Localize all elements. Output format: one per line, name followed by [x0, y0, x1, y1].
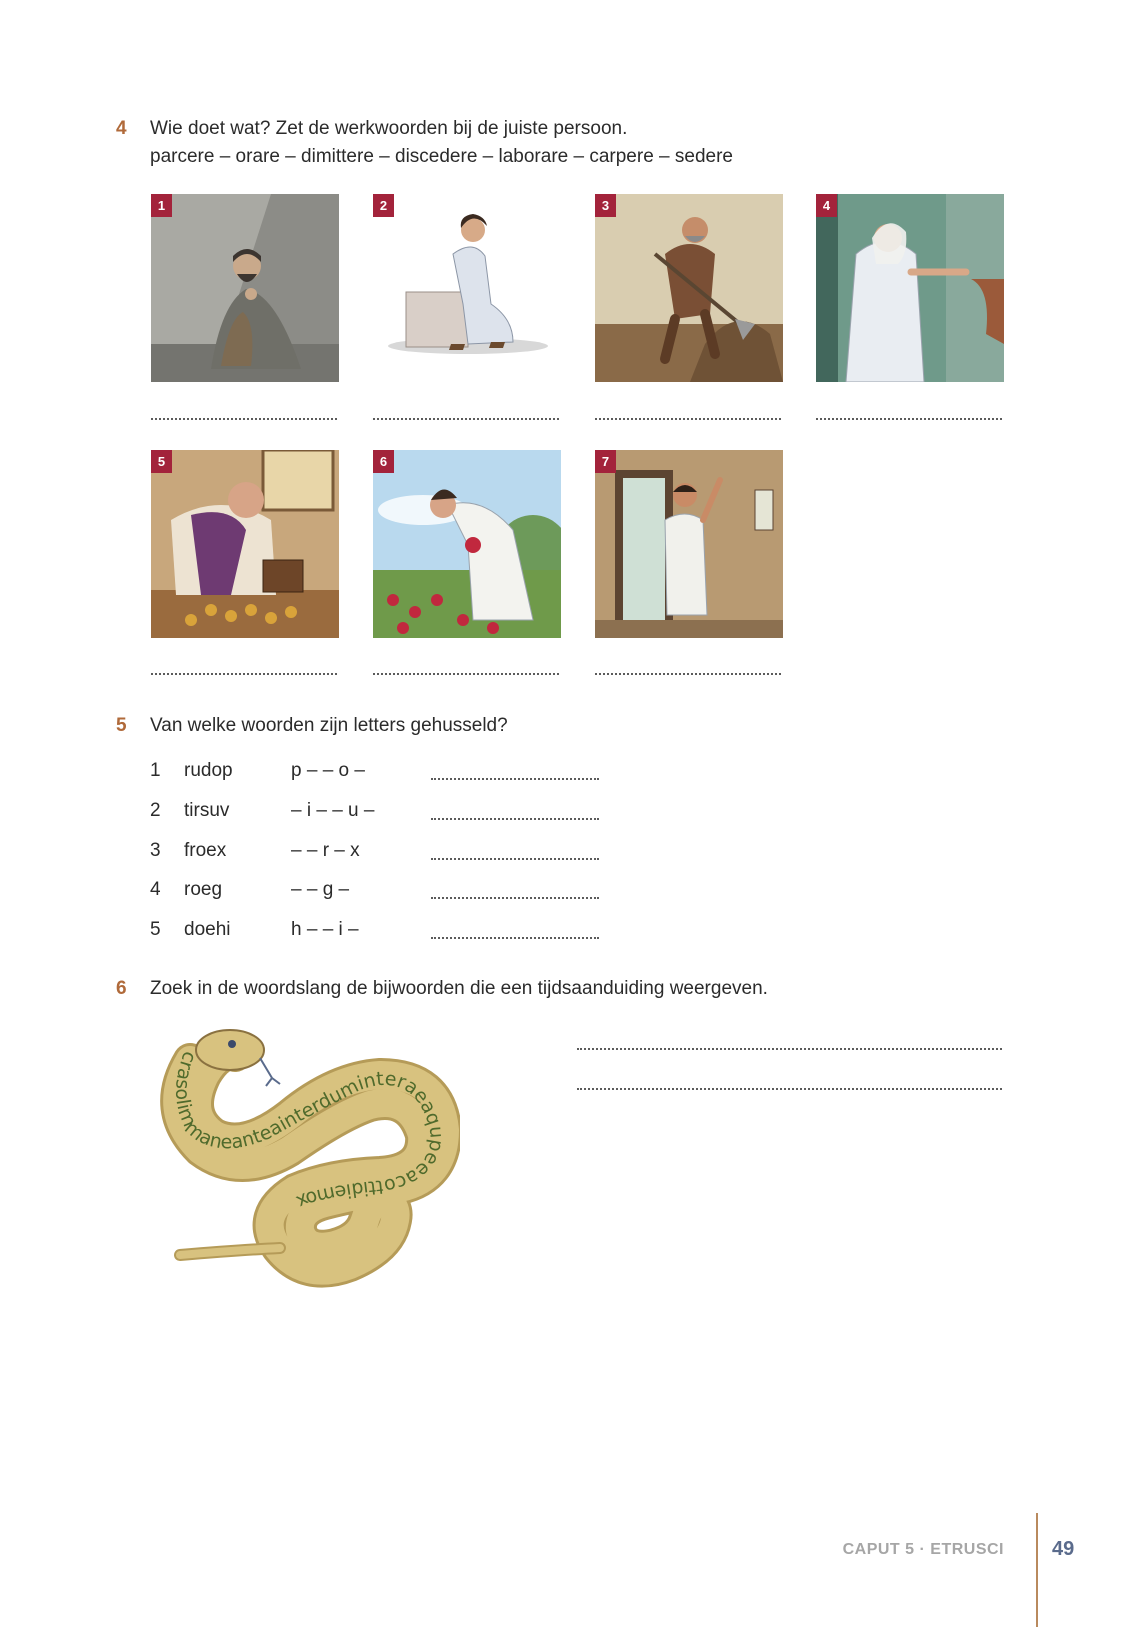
- picture-badge-6: 6: [373, 450, 394, 473]
- page-number: 49: [1052, 1538, 1075, 1560]
- exercise-6-answer-line-2[interactable]: [577, 1088, 1002, 1090]
- answer-line-6[interactable]: [373, 673, 559, 675]
- answer-line-4[interactable]: [816, 418, 1002, 420]
- exercise-6-instruction: Zoek in de woordslang de bijwoorden die een tijdsaanduiding weergeven.: [150, 978, 768, 999]
- exercise-5-instruction: Van welke woorden zijn letters gehusseld?: [150, 715, 508, 736]
- row-4-number: 4: [150, 879, 161, 900]
- exercise-6-number: 6: [116, 978, 127, 999]
- row-3-number: 3: [150, 840, 161, 861]
- row-3-pattern: – – r – x: [291, 840, 360, 861]
- answer-line-3[interactable]: [595, 418, 781, 420]
- picture-badge-4: 4: [816, 194, 837, 217]
- row-1-pattern: p – – o –: [291, 760, 365, 781]
- picture-badge-3: 3: [595, 194, 616, 217]
- picture-1-praying-man: [151, 194, 339, 382]
- exercise-6-answer-line-1[interactable]: [577, 1048, 1002, 1050]
- picture-3-digging-man: [595, 194, 783, 382]
- row-5-answer-line[interactable]: [431, 937, 599, 939]
- word-snake-illustration: [160, 1020, 460, 1295]
- row-2-number: 2: [150, 800, 161, 821]
- footer-chapter-title: CAPUT 5 · ETRUSCI: [842, 1541, 1004, 1558]
- row-3-answer-line[interactable]: [431, 858, 599, 860]
- row-1-number: 1: [150, 760, 161, 781]
- row-5-scrambled: doehi: [184, 919, 231, 940]
- answer-line-1[interactable]: [151, 418, 337, 420]
- exercise-4-instruction: Wie doet wat? Zet de werkwoorden bij de juiste persoon.: [150, 118, 628, 139]
- answer-line-7[interactable]: [595, 673, 781, 675]
- exercise-5-number: 5: [116, 715, 127, 736]
- picture-badge-2: 2: [373, 194, 394, 217]
- answer-line-2[interactable]: [373, 418, 559, 420]
- footer-divider: [1036, 1513, 1038, 1627]
- row-2-answer-line[interactable]: [431, 818, 599, 820]
- picture-badge-7: 7: [595, 450, 616, 473]
- row-1-scrambled: rudop: [184, 760, 233, 781]
- row-5-number: 5: [150, 919, 161, 940]
- picture-6-picking-flowers: [373, 450, 561, 638]
- row-4-pattern: – – g –: [291, 879, 350, 900]
- word-snake-letters: crasolimmaneanteainterduminteraeaqupeeacottidiemox: [170, 1048, 448, 1213]
- picture-badge-5: 5: [151, 450, 172, 473]
- row-4-scrambled: roeg: [184, 879, 223, 900]
- picture-7-leaving-man: [595, 450, 783, 638]
- row-2-scrambled: tirsuv: [184, 800, 230, 821]
- picture-5-counting-coins: [151, 450, 339, 638]
- row-1-answer-line[interactable]: [431, 778, 599, 780]
- answer-line-5[interactable]: [151, 673, 337, 675]
- row-4-answer-line[interactable]: [431, 897, 599, 899]
- row-5-pattern: h – – i –: [291, 919, 359, 940]
- row-3-scrambled: froex: [184, 840, 227, 861]
- picture-4-pointing-woman: [816, 194, 1004, 382]
- picture-2-sitting-woman: [373, 194, 561, 382]
- exercise-4-number: 4: [116, 118, 127, 139]
- exercise-4-verb-list: parcere – orare – dimittere – discedere – laborare – carpere – sedere: [150, 146, 733, 167]
- picture-badge-1: 1: [151, 194, 172, 217]
- row-2-pattern: – i – – u –: [291, 800, 375, 821]
